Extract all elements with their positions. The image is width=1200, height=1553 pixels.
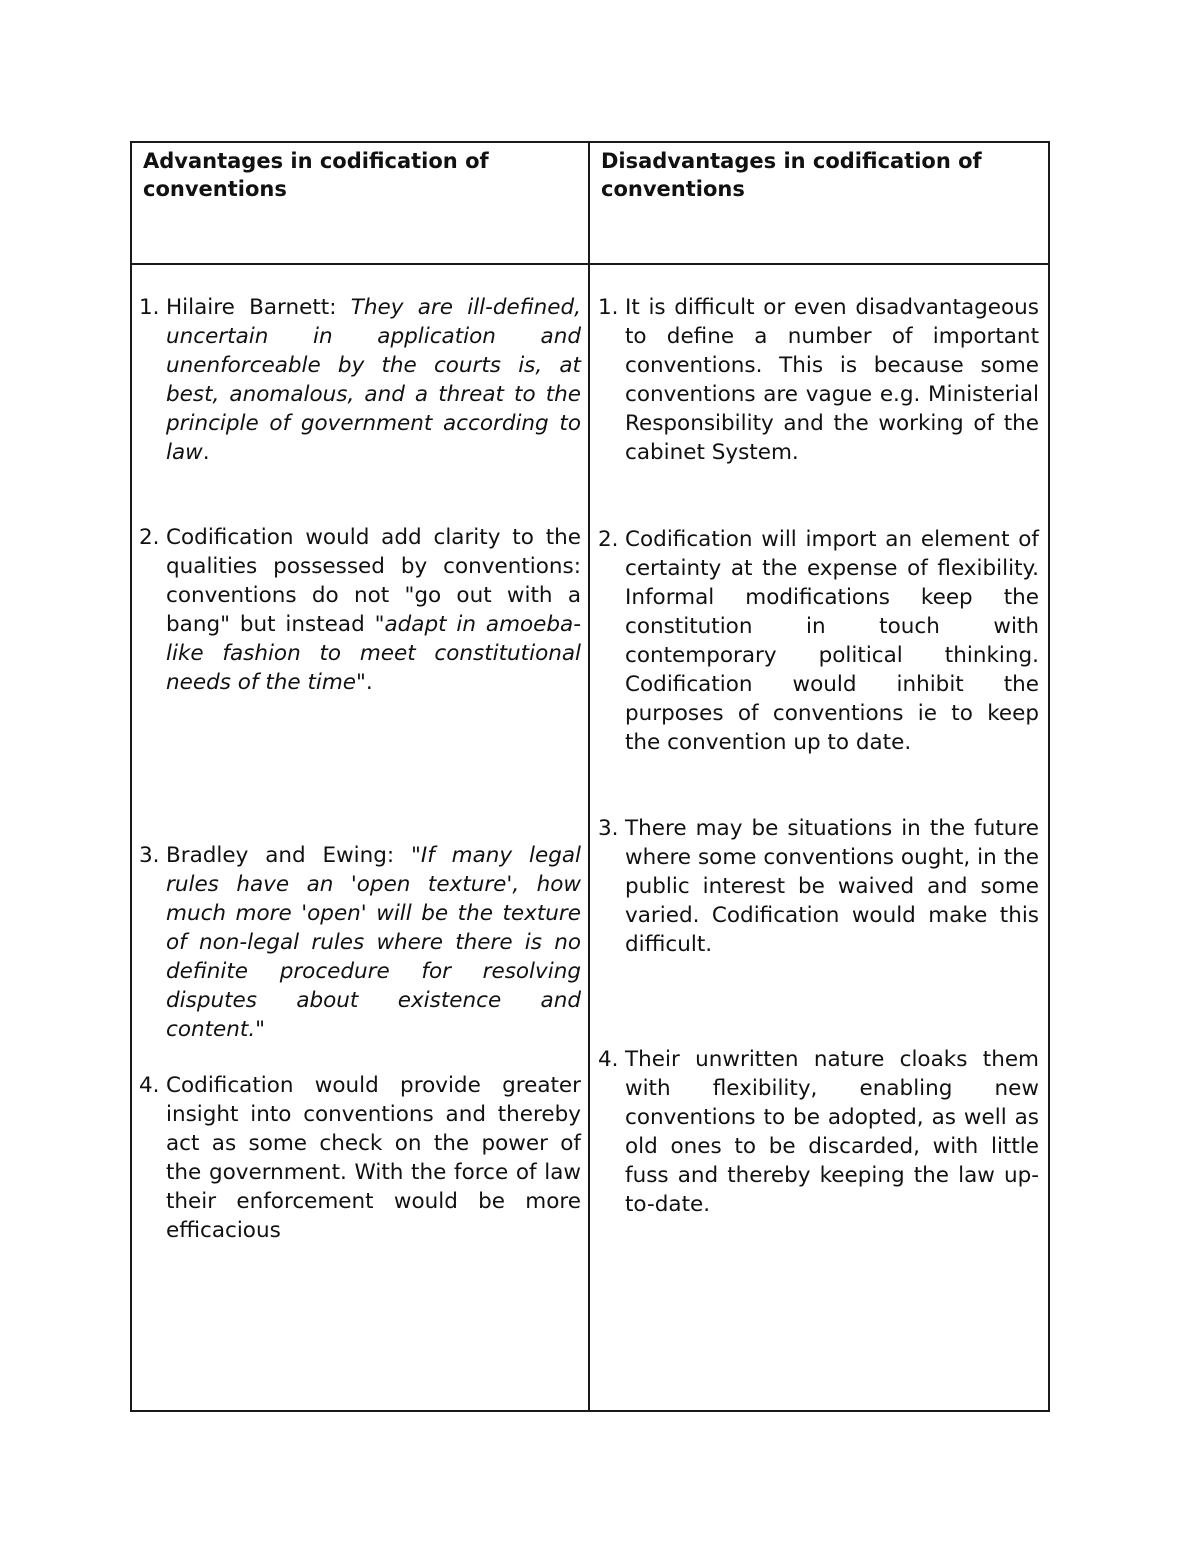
body-row [131, 264, 1049, 1411]
disadvantage-item-3 [598, 814, 1039, 959]
advantage-text [166, 523, 581, 697]
advantage-text [166, 293, 581, 467]
advantage-item-3 [139, 841, 581, 1044]
advantage-lead: Hilaire Barnett: [166, 295, 351, 320]
disadvantage-text: There may be situations in the future where some conventions ought, in the public interest be waived and some varied. Codification would make this difficult. [625, 816, 1039, 957]
advantage-tail: . [202, 440, 210, 465]
advantage-item-1 [139, 293, 581, 467]
item-number: 1. [598, 295, 619, 320]
item-number: 4. [139, 1073, 160, 1098]
disadvantages-header [589, 142, 1049, 264]
disadvantage-item-2 [598, 525, 1039, 757]
item-number: 2. [598, 527, 619, 552]
item-number: 1. [139, 295, 160, 320]
advantages-header [131, 142, 589, 264]
advantage-tail: " [255, 1017, 266, 1042]
advantage-lead: Codification would add clarity to the qualities possessed by conventions: conventions do not "go out with a bang" but instead " [166, 525, 581, 637]
advantages-header-text: Advantages in codification of conventions [143, 149, 489, 201]
advantage-quote: If many legal rules have an 'open texture', how much more 'open' will be the texture of non-legal rules where there is no definite procedure for resolving disputes about existence and content. [166, 843, 581, 1042]
advantage-tail: ". [356, 670, 373, 695]
disadvantage-text: Their unwritten nature cloaks them with flexibility, enabling new conventions to be adopted, as well as old ones to be discarded, with little fuss and thereby keeping the law up-to-date. [625, 1047, 1039, 1217]
advantages-cell [131, 264, 589, 1411]
advantage-quote: adapt in amoeba-like fashion to meet constitutional needs of the time [166, 612, 581, 695]
disadvantages-header-text: Disadvantages in codification of conventions [601, 149, 982, 201]
advantage-quote: They are ill-defined, uncertain in application and unenforceable by the courts is, at best, anomalous, and a threat to the principle of government according to law [166, 295, 581, 465]
item-number: 4. [598, 1047, 619, 1072]
disadvantage-text: Codification will import an element of certainty at the expense of flexibility. Informal modifications keep the constitution in touch with contemporary political thinking. Codification would inhibit the purposes of conventions ie to keep the convention up to date. [625, 527, 1039, 755]
advantage-text: Codification would provide greater insight into conventions and thereby act as some check on the power of the government. With the force of law their enforcement would be more efficacious [166, 1073, 581, 1243]
disadvantages-cell [589, 264, 1049, 1411]
codification-table [130, 141, 1050, 1412]
header-row [131, 142, 1049, 264]
item-number: 2. [139, 525, 160, 550]
advantage-lead: Bradley and Ewing: " [166, 843, 421, 868]
item-number: 3. [139, 843, 160, 868]
item-number: 3. [598, 816, 619, 841]
disadvantage-item-1 [598, 293, 1039, 467]
advantage-item-2 [139, 523, 581, 697]
disadvantage-item-4 [598, 1045, 1039, 1219]
disadvantage-text: It is difficult or even disadvantageous to define a number of important conventions. This is because some conventions are vague e.g. Ministerial Responsibility and the working of the cabinet System. [625, 295, 1039, 465]
advantage-text [166, 841, 581, 1044]
advantage-item-4 [139, 1071, 581, 1245]
